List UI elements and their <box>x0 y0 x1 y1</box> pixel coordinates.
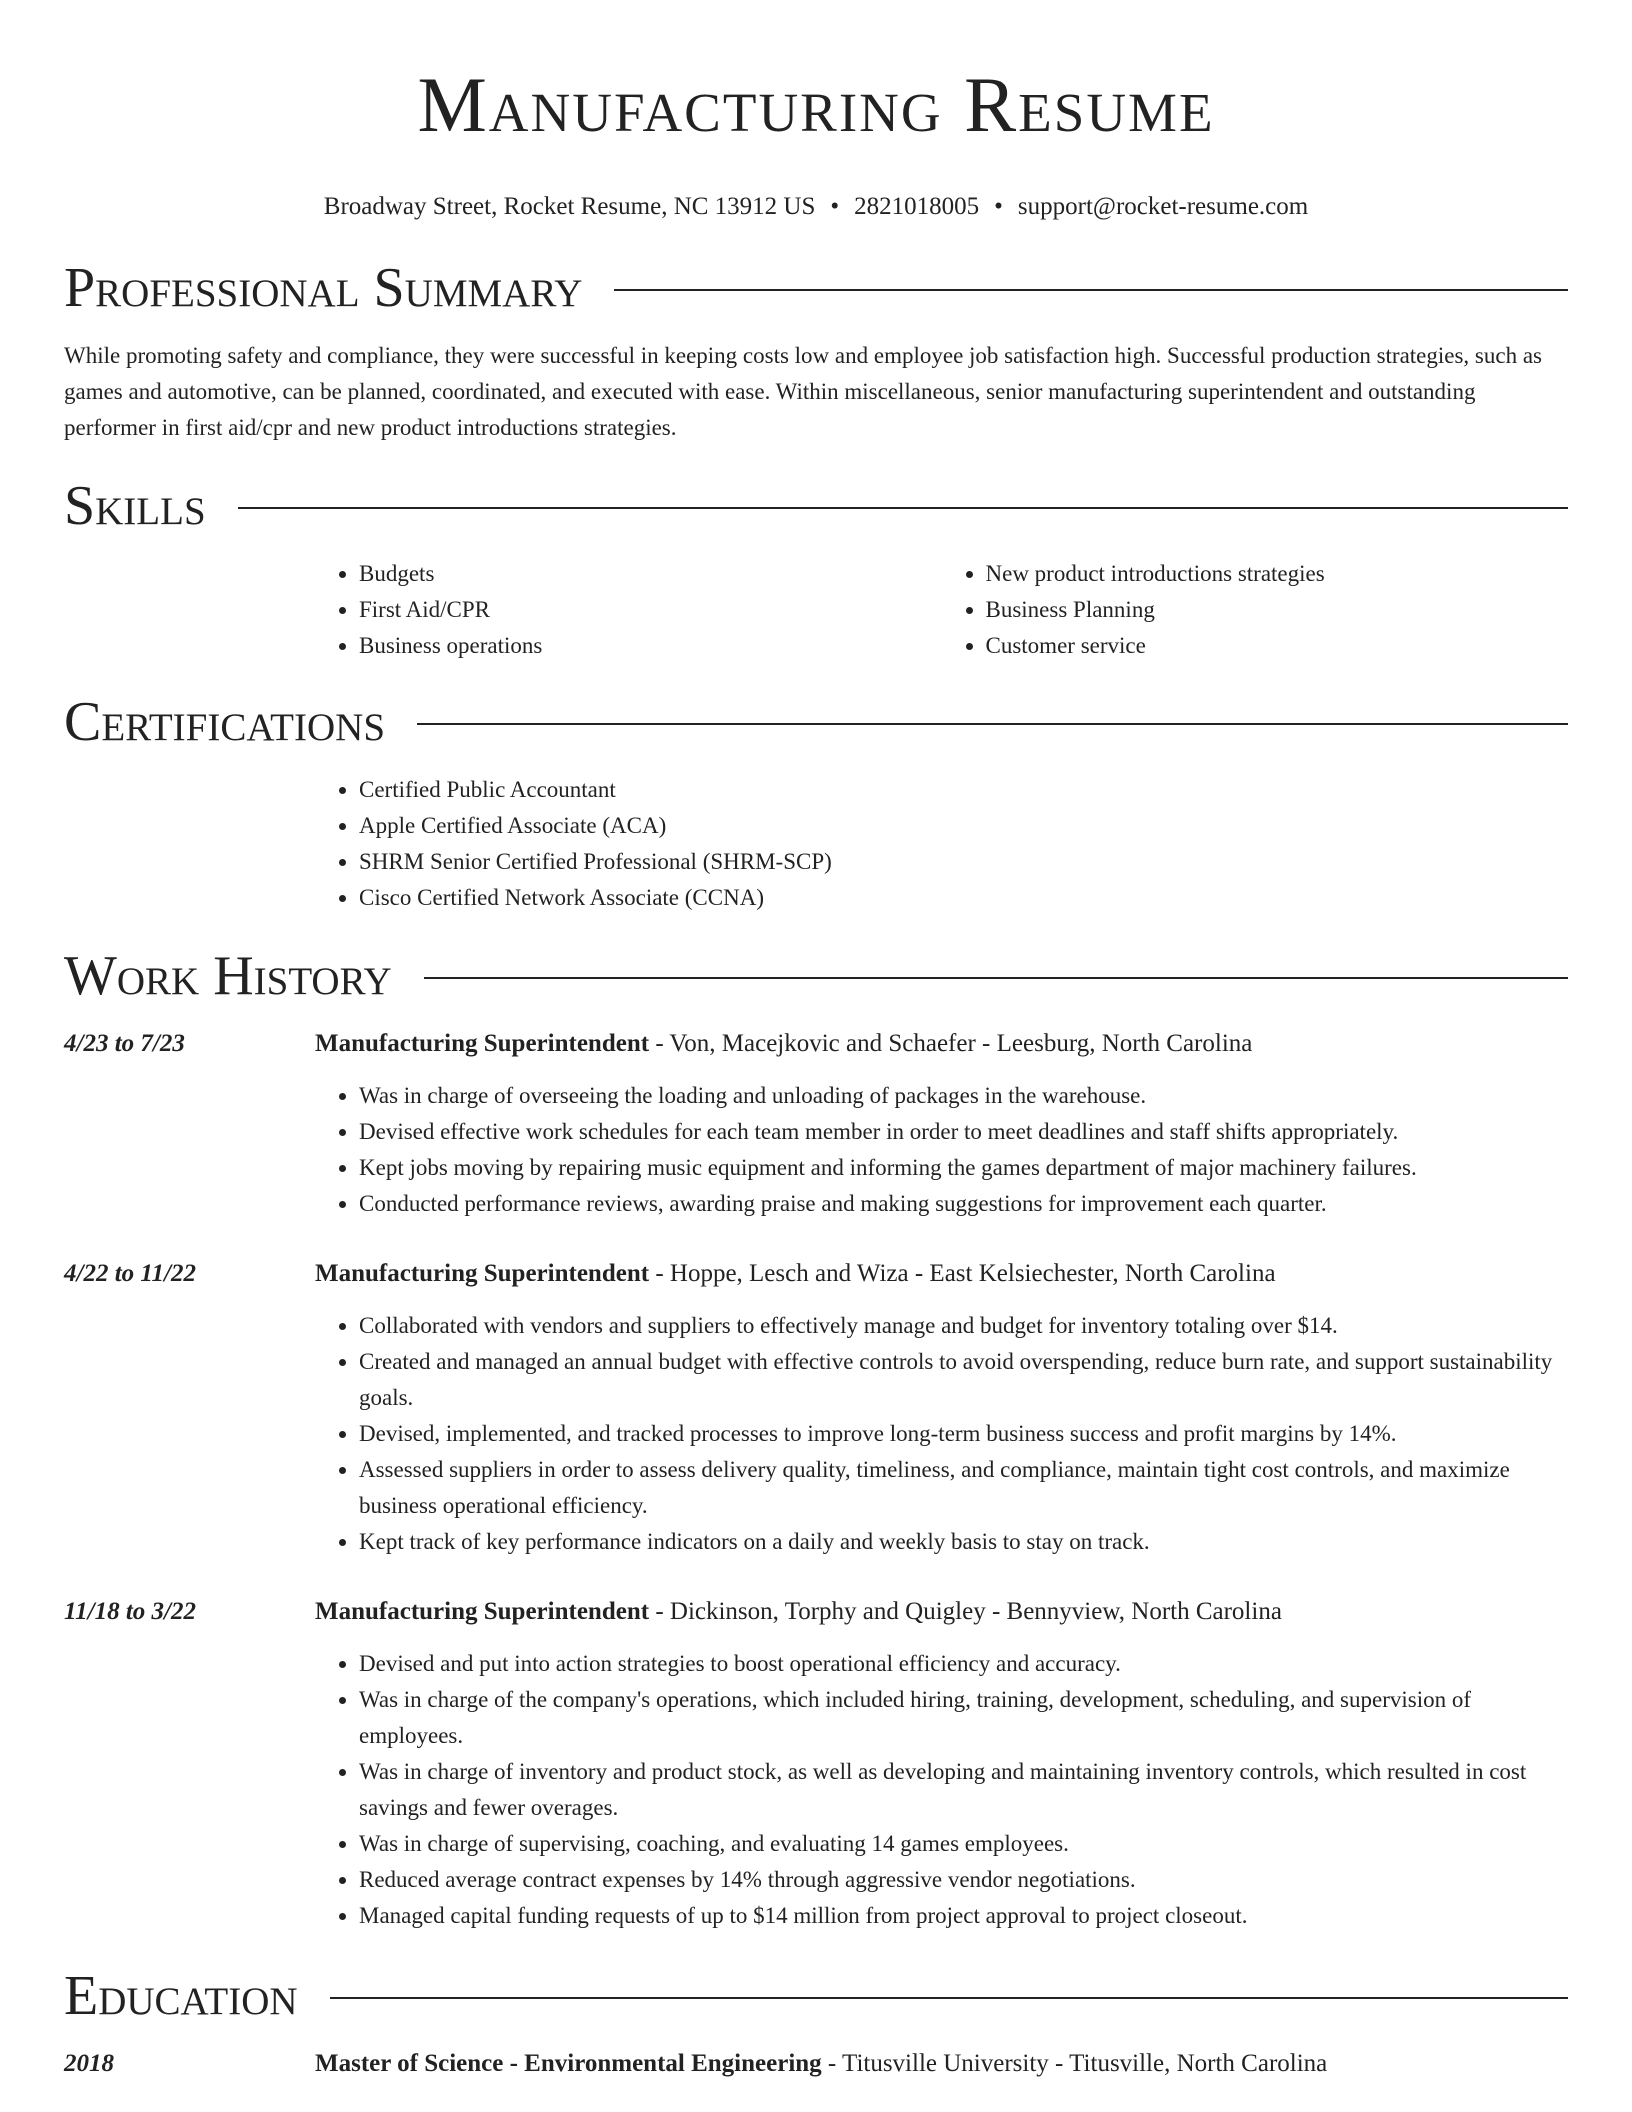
job-heading <box>315 1256 1568 1292</box>
education-degree: Master of Science - Environmental Engineering <box>315 2050 822 2077</box>
job-responsibilities <box>315 1646 1568 1934</box>
job-bullet: • Was in charge of supervising, coaching, and evaluating 14 games employees. <box>359 1826 1568 1862</box>
job-bullet: • Conducted performance reviews, awarding praise and making suggestions for improvement each quarter. <box>359 1186 1568 1222</box>
job-dates: 4/22 to 11/22 <box>64 1260 196 1287</box>
certification-item: • Apple Certified Associate (ACA) <box>359 808 1568 844</box>
section-divider <box>417 723 1568 725</box>
summary-header <box>64 256 1568 320</box>
job-responsibilities <box>315 1078 1568 1222</box>
skill-item: • Business Planning <box>986 592 1569 628</box>
job-responsibilities <box>315 1308 1568 1560</box>
section-divider <box>614 289 1568 291</box>
job-entry <box>64 1026 1568 1222</box>
job-entry <box>64 1594 1568 1934</box>
job-bullet: • Assessed suppliers in order to assess delivery quality, timeliness, and compliance, maintain tight cost controls, and maximize business operational efficiency. <box>359 1452 1568 1524</box>
resume-name: Manufacturing Resume <box>417 61 1215 148</box>
job-position: Manufacturing Superintendent <box>315 1030 650 1057</box>
job-bullet: • Was in charge of the company's operations, which included hiring, training, development, scheduling, and supervision of employees. <box>359 1682 1568 1754</box>
skills-column-left <box>315 556 942 664</box>
contact-address: Broadway Street, Rocket Resume, NC 13912 US <box>323 193 816 220</box>
section-divider <box>424 977 1568 979</box>
certifications-list <box>315 772 1568 916</box>
job-employer: - Hoppe, Lesch and Wiza - East Kelsiechester, North Carolina <box>649 1260 1276 1287</box>
contact-email: support@rocket-resume.com <box>1017 193 1309 220</box>
skills-header <box>64 474 1568 538</box>
resume-page <box>64 0 1568 2098</box>
work-history-title: Work History <box>64 945 392 1007</box>
job-bullet: • Was in charge of inventory and product stock, as well as developing and maintaining inventory controls, which resulted in cost savings and fewer overages. <box>359 1754 1568 1826</box>
job-dates: 4/23 to 7/23 <box>64 1030 185 1057</box>
certifications-header <box>64 690 1568 754</box>
section-divider <box>238 507 1568 509</box>
skill-item: • New product introductions strategies <box>986 556 1569 592</box>
job-entry <box>64 1256 1568 1560</box>
skill-item: • Budgets <box>359 556 942 592</box>
job-dates: 11/18 to 3/22 <box>64 1598 196 1625</box>
summary-title: Professional Summary <box>64 257 583 319</box>
contact-line <box>64 192 1568 222</box>
job-bullet: • Collaborated with vendors and suppliers to effectively manage and budget for inventory totaling over $14. <box>359 1308 1568 1344</box>
education-heading <box>315 2046 1568 2082</box>
skill-item: • Customer service <box>986 628 1569 664</box>
work-history-header <box>64 944 1568 1008</box>
job-position: Manufacturing Superintendent <box>315 1260 650 1287</box>
skill-item: • Business operations <box>359 628 942 664</box>
job-position: Manufacturing Superintendent <box>315 1598 650 1625</box>
contact-separator: • <box>830 193 840 220</box>
job-bullet: • Devised and put into action strategies to boost operational efficiency and accuracy. <box>359 1646 1568 1682</box>
job-bullet: • Kept track of key performance indicators on a daily and weekly basis to stay on track. <box>359 1524 1568 1560</box>
certification-item: • Cisco Certified Network Associate (CCNA) <box>359 880 1568 916</box>
job-bullet: • Managed capital funding requests of up to $14 million from project approval to project closeout. <box>359 1898 1568 1934</box>
job-bullet: • Kept jobs moving by repairing music equipment and informing the games department of major machinery failures. <box>359 1150 1568 1186</box>
education-title: Education <box>64 1965 298 2027</box>
skill-item: • First Aid/CPR <box>359 592 942 628</box>
contact-separator: • <box>994 193 1003 220</box>
job-bullet: • Reduced average contract expenses by 14% through aggressive vendor negotiations. <box>359 1862 1568 1898</box>
summary-text: While promoting safety and compliance, they were successful in keeping costs low and employee job satisfaction high. Successful production strategies, such as games and automotive, can be planned, coordinated, and executed with ease. Within miscellaneous, senior manufacturing superintendent and outstanding performer in first aid/cpr and new product introductions strategies. <box>64 343 1542 440</box>
certification-item: • Certified Public Accountant <box>359 772 1568 808</box>
job-employer: - Von, Macejkovic and Schaefer - Leesburg, North Carolina <box>649 1030 1253 1057</box>
job-bullet: • Created and managed an annual budget with effective controls to avoid overspending, reduce burn rate, and support sustainability goals. <box>359 1344 1568 1416</box>
skills-column-right <box>942 556 1569 664</box>
certification-item: • SHRM Senior Certified Professional (SHRM-SCP) <box>359 844 1568 880</box>
job-heading <box>315 1594 1568 1630</box>
job-bullet: • Devised effective work schedules for each team member in order to meet deadlines and staff shifts appropriately. <box>359 1114 1568 1150</box>
education-school: - Titusville University - Titusville, North Carolina <box>821 2050 1328 2077</box>
skills-title: Skills <box>64 475 206 537</box>
education-entry <box>64 2046 1568 2098</box>
education-year: 2018 <box>64 2050 114 2077</box>
job-employer: - Dickinson, Torphy and Quigley - Bennyview, North Carolina <box>649 1598 1282 1625</box>
section-divider <box>330 1997 1568 1999</box>
contact-phone: 2821018005 <box>854 193 980 220</box>
education-header <box>64 1964 1568 2028</box>
skills-list <box>315 556 1568 664</box>
job-heading <box>315 1026 1568 1062</box>
job-bullet: • Devised, implemented, and tracked processes to improve long-term business success and profit margins by 14%. <box>359 1416 1568 1452</box>
certifications-title: Certifications <box>64 691 386 753</box>
job-bullet: • Was in charge of overseeing the loading and unloading of packages in the warehouse. <box>359 1078 1568 1114</box>
